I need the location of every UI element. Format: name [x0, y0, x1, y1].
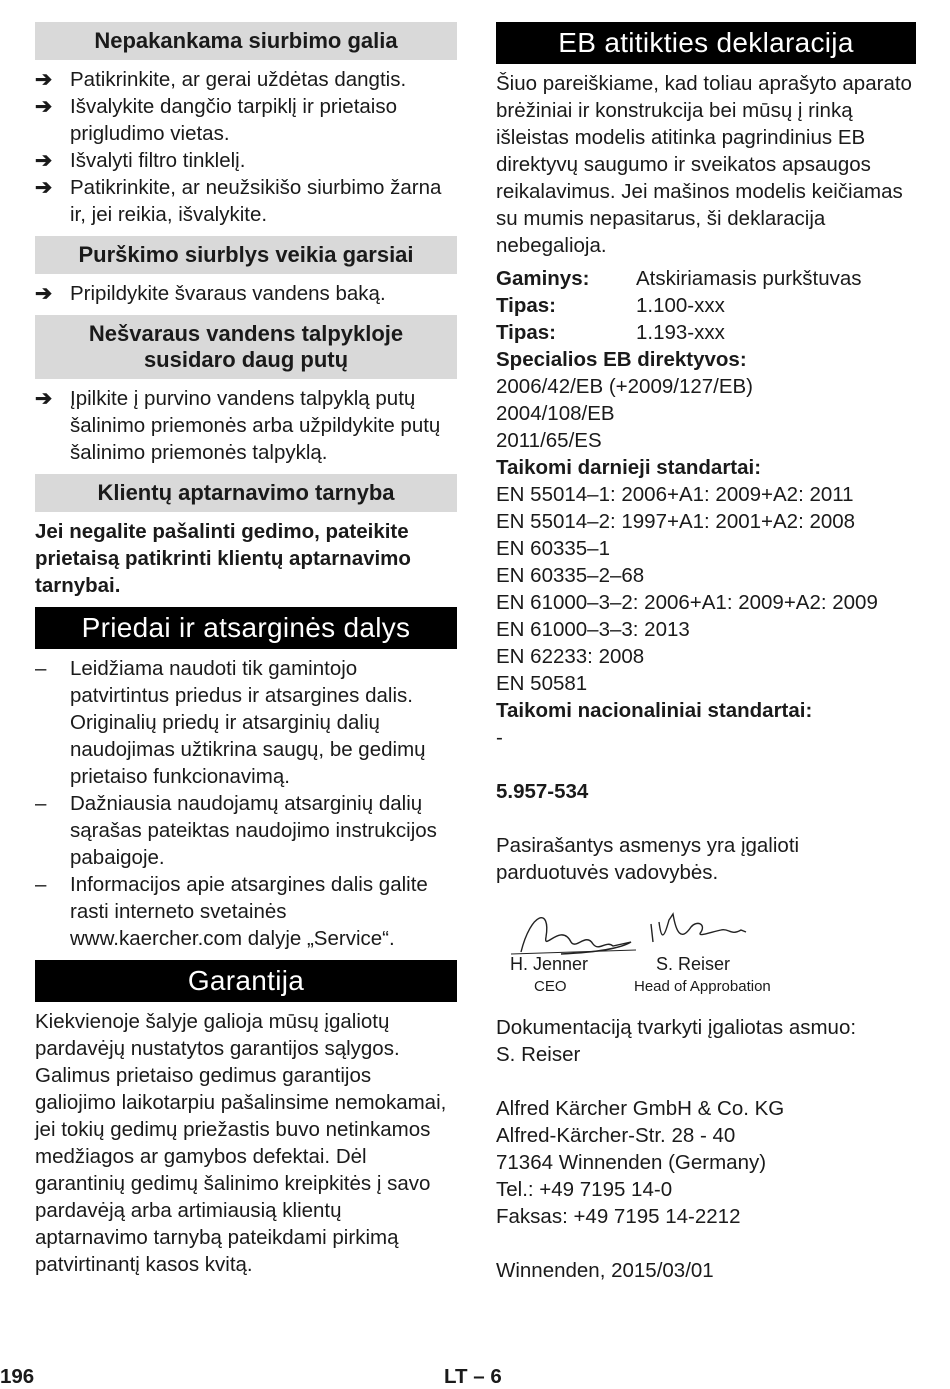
company-fax: Faksas: +49 7195 14-2212 — [496, 1205, 741, 1228]
type-row: Tipas: 1.100-xxx — [496, 294, 725, 317]
list-item: – Dažniausia naudojamų atsarginių dalių sąrašas pateiktas naudojimo instrukcijos pabaigoje. — [35, 792, 437, 869]
list-item: ➔ Įpilkite į purvino vandens talpyklą putų šalinimo priemonės arba užpildykite putų šalinimo priemonės talpyklą. — [35, 387, 441, 464]
signer1-role: CEO — [534, 978, 567, 995]
place-date: Winnenden, 2015/03/01 — [496, 1259, 714, 1282]
type-row: Tipas: 1.193-xxx — [496, 321, 725, 344]
authorized-name: S. Reiser — [496, 1043, 581, 1066]
standard-item: EN 60335–2–68 — [496, 564, 645, 587]
company-city: 71364 Winnenden (Germany) — [496, 1151, 767, 1174]
heading-warranty: Garantija — [35, 960, 457, 1002]
standard-item: EN 55014–2: 1997+A1: 2001+A2: 2008 — [496, 510, 856, 533]
heading-declaration: EB atitikties deklaracija — [496, 22, 916, 64]
list-item: ➔ Patikrinkite, ar neužsikišo siurbimo žarna ir, jei reikia, išvalykite. — [35, 176, 442, 226]
list-pump-noise — [35, 280, 457, 307]
left-column — [35, 22, 457, 1278]
signer2-role: Head of Approbation — [634, 978, 771, 995]
list-item: – Informacijos apie atsargines dalis galite rasti interneto svetainės www.kaercher.com dalyje „Service“. — [35, 873, 428, 950]
national-standards-label: Taikomi nacionaliniai standartai: — [496, 699, 813, 722]
list-item: ➔ Patikrinkite, ar gerai uždėtas dangtis. — [35, 68, 407, 91]
signature-block — [496, 902, 916, 1002]
heading-insufficient-suction: Nepakankama siurbimo galia — [35, 22, 457, 60]
arrow-icon: ➔ — [35, 149, 53, 172]
national-standards-value: - — [496, 726, 503, 749]
standard-item: EN 62233: 2008 — [496, 645, 645, 668]
product-row: Gaminys: Atskiriamasis purkštuvas — [496, 267, 862, 290]
directive-item: 2011/65/ES — [496, 429, 602, 452]
arrow-icon: ➔ — [35, 95, 53, 118]
list-item: ➔ Išvalyti filtro tinklelį. — [35, 149, 246, 172]
signature-image — [501, 902, 801, 962]
list-insufficient-suction — [35, 66, 457, 228]
list-foam — [35, 385, 457, 466]
standard-item: EN 61000–3–2: 2006+A1: 2009+A2: 2009 — [496, 591, 878, 614]
signer1-name: H. Jenner — [510, 954, 589, 974]
arrow-icon: ➔ — [35, 68, 53, 91]
standard-item: EN 60335–1 — [496, 537, 610, 560]
customer-service-text: Jei negalite pašalinti gedimo, pateikite prietaisą patikrinti klientų aptarnavimo tarnybai. — [35, 520, 411, 597]
directive-item: 2004/108/EB — [496, 402, 615, 425]
arrow-icon: ➔ — [35, 387, 53, 410]
heading-accessories: Priedai ir atsarginės dalys — [35, 607, 457, 649]
heading-pump-noise: Purškimo siurblys veikia garsiai — [35, 236, 457, 274]
declaration-intro: Šiuo pareiškiame, kad toliau aprašyto aparato brėžiniai ir konstrukcija bei mūsų į rinką išleistas modelis atitinka pagrindinius EB direktyvų saugumo ir sveikatos apsaugos reikalavimus. Jei mašinos modelis keičiamas su mumis nepasitarus, ši deklaracija nebegalioja. — [496, 72, 912, 257]
company-name: Alfred Kärcher GmbH & Co. KG — [496, 1097, 785, 1120]
document-number: 5.957-534 — [496, 780, 589, 803]
warranty-text: Kiekvienoje šalyje galioja mūsų įgaliotų pardavėjų nustatytos garantijos sąlygos. Galimus prietaiso gedimus garantijos galiojimo laikotarpiu pašalinsime nemokamai, jei tokių gedimų priežastis buvo netinkamos medžiagos ar gamybos defektai. Dėl garantinių gedimų šalinimo kreipkitės į savo pardavėją arba artimiausią klientų aptarnavimo tarnybą pateikdami pirkimą patvirtinantį kasos kvitą. — [35, 1010, 447, 1276]
standard-item: EN 50581 — [496, 672, 588, 695]
directive-item: 2006/42/EB (+2009/127/EB) — [496, 375, 754, 398]
heading-foam — [35, 315, 457, 379]
heading-customer-service: Klientų aptarnavimo tarnyba — [35, 474, 457, 512]
list-item: – Leidžiama naudoti tik gamintojo patvirtintus priedus ir atsargines dalis. Originalių priedų ir atsarginių dalių naudojimas užtikrina saugų, be gedimų prietaiso funkcionavimą. — [35, 657, 426, 788]
company-tel: Tel.: +49 7195 14-0 — [496, 1178, 673, 1201]
list-item: ➔ Pripildykite švaraus vandens baką. — [35, 282, 386, 305]
signers-text: Pasirašantys asmenys yra įgalioti parduotuvės vadovybės. — [496, 834, 800, 884]
standard-item: EN 61000–3–3: 2013 — [496, 618, 690, 641]
standards-label: Taikomi darnieji standartai: — [496, 456, 762, 479]
company-street: Alfred-Kärcher-Str. 28 - 40 — [496, 1124, 736, 1147]
list-accessories — [35, 655, 457, 952]
section-label: LT – 6 — [444, 1365, 502, 1388]
arrow-icon: ➔ — [35, 176, 53, 199]
heading-foam-line1: Nešvaraus vandens talpykloje — [88, 321, 404, 346]
heading-foam-line2: susidaro daug putų — [143, 347, 349, 372]
right-column — [496, 22, 916, 1284]
directives-label: Specialios EB direktyvos: — [496, 348, 747, 371]
standard-item: EN 55014–1: 2006+A1: 2009+A2: 2011 — [496, 483, 854, 506]
arrow-icon: ➔ — [35, 282, 53, 305]
authorized-text: Dokumentaciją tvarkyti įgaliotas asmuo: — [496, 1016, 857, 1039]
page-number: 196 — [0, 1365, 35, 1388]
list-item: ➔ Išvalykite dangčio tarpiklį ir prietaiso prigludimo vietas. — [35, 95, 397, 145]
signer2-name: S. Reiser — [656, 954, 731, 974]
